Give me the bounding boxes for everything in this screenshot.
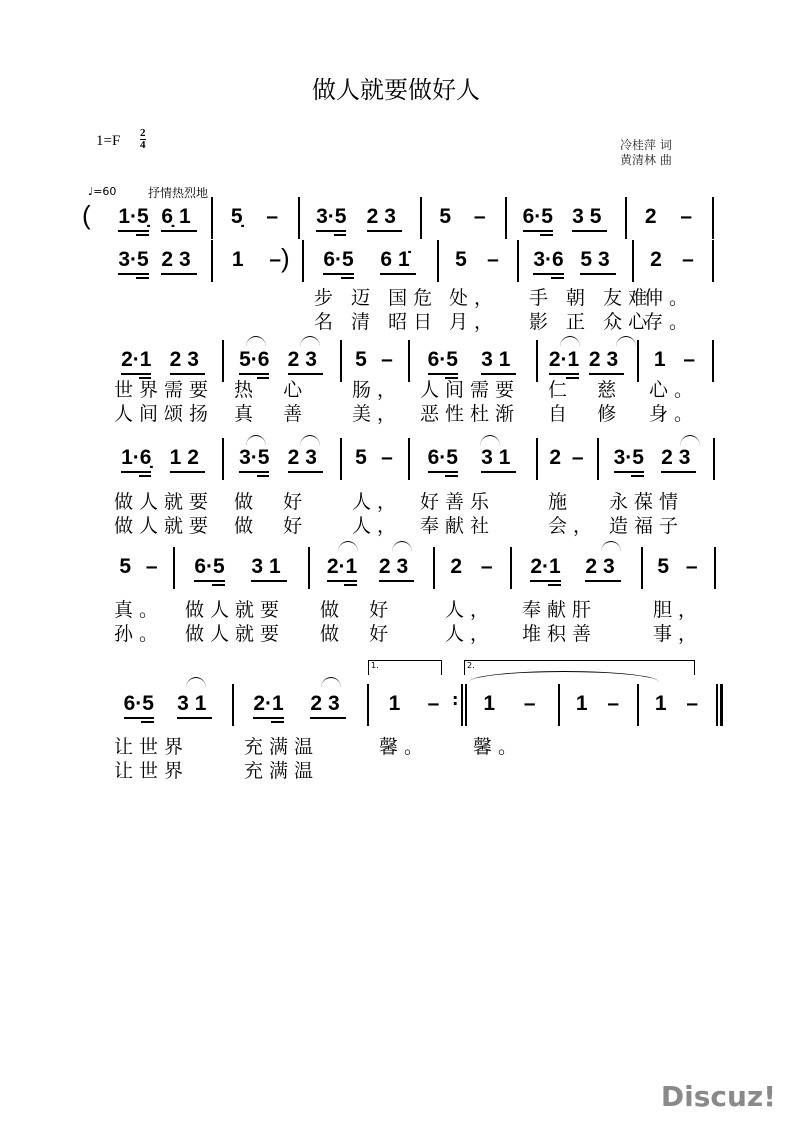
lyric-verse-1: 做人就要: [185, 599, 286, 621]
measure: [348, 348, 400, 373]
measure: [640, 248, 704, 273]
bar-line: [517, 240, 519, 282]
measure: [112, 248, 203, 275]
note-group: 1: [483, 692, 496, 715]
bar-line: [461, 684, 463, 726]
note-group: 23: [288, 446, 323, 473]
note-group: 2·1: [549, 348, 579, 375]
measure: [112, 555, 165, 580]
bar-line: [712, 197, 714, 239]
note-group: 3·5: [239, 446, 269, 473]
lyric-verse-2: 做 好: [320, 623, 395, 645]
lyric-verse-2: 事，: [653, 623, 704, 645]
lyric-verse-1: 心。: [649, 379, 700, 401]
bar-line: [408, 340, 410, 382]
bar-line: [211, 197, 213, 239]
lyric-verse-1: 馨。: [379, 736, 430, 758]
measure: [112, 205, 203, 232]
lyric-verse-1: 胆，: [653, 599, 704, 621]
note-group: 1·5̣: [118, 205, 148, 232]
note-group: 23: [367, 205, 402, 232]
note-group: –: [145, 555, 158, 578]
lyric-verse-2: 恶性杜渐: [420, 403, 521, 425]
bar-line: [714, 547, 716, 589]
note-group: 61̇: [380, 248, 415, 275]
lyric-verse-2: 人，: [445, 623, 496, 645]
lyric-verse-2: 月，: [449, 311, 500, 333]
lyric-verse-1: 做 好: [320, 599, 395, 621]
bar-line: [716, 684, 718, 726]
lyric-verse-2: 做人就要: [114, 515, 215, 537]
note-group: 31: [481, 446, 516, 473]
bar-line: [222, 340, 224, 382]
note-group: –: [685, 555, 698, 578]
lyric-verse-2: 堆积善: [522, 623, 598, 645]
measure: [645, 348, 704, 373]
lyric-verse-1: 奉献肝: [522, 599, 598, 621]
measure: [316, 555, 425, 582]
slur-arc: [601, 541, 621, 552]
intro-paren-open: (: [82, 200, 91, 230]
time-signature: [140, 128, 146, 151]
measure: [310, 248, 429, 275]
measure: [112, 692, 224, 719]
slur-arc: [680, 435, 700, 446]
note-group: 2: [549, 446, 562, 469]
lyric-verse-1: 真。: [114, 599, 165, 621]
measure: [441, 555, 502, 580]
lyric-verse-2: 美，: [352, 403, 403, 425]
lyric-verse-2: 做人就要: [185, 623, 286, 645]
measure: [445, 248, 509, 273]
note-group: 3·6: [533, 248, 563, 275]
note-group: 23: [585, 555, 620, 582]
lyric-verse-2: 会，: [548, 515, 599, 537]
watermark: Discuz!: [660, 1080, 776, 1113]
note-group: 5: [455, 248, 467, 271]
note-group: 2·1: [530, 555, 560, 582]
note-group: 31: [251, 555, 286, 582]
measure: [230, 348, 332, 375]
lyric-verse-1: 充满温: [244, 736, 320, 758]
note-group: 2: [650, 248, 662, 271]
slur-arc: [616, 336, 636, 347]
note-group: 1: [575, 692, 588, 715]
bar-line: [408, 438, 410, 480]
note-group: 23: [170, 348, 205, 375]
note-group: 1: [231, 248, 244, 271]
note-group: –: [682, 248, 694, 271]
bar-line: [437, 240, 439, 282]
note-group: 5: [119, 555, 132, 578]
lyric-verse-2: 让世界: [114, 760, 190, 782]
measure: [230, 446, 332, 473]
note-group: 5̣: [230, 205, 243, 228]
bar-line: [712, 340, 714, 382]
note-group: 31: [481, 348, 516, 375]
bar-line: [211, 240, 213, 282]
lyric-verse-1: 人，: [352, 491, 403, 513]
note-group: –: [686, 692, 699, 715]
lyric-verse-2: 做 好: [234, 515, 309, 537]
lyric-verse-1: 伸。: [644, 287, 695, 309]
bar-line: [465, 684, 467, 726]
slur-arc: [560, 336, 580, 347]
note-group: 1: [388, 692, 401, 715]
bar-line: [558, 684, 560, 726]
lyric-verse-1: 仁 慈: [548, 379, 623, 401]
lyric-verse-2: 孙。: [114, 623, 165, 645]
bar-line: [597, 438, 599, 480]
slur-arc: [246, 435, 266, 446]
note-group: 5·6: [239, 348, 269, 375]
slur-arc: [186, 677, 206, 688]
lyric-verse-1: 人间需要: [420, 379, 521, 401]
lyric-verse-2: 影 正 众心: [529, 311, 654, 333]
note-group: 1: [653, 348, 666, 371]
note-group: 6·5: [323, 248, 353, 275]
lyric-verse-2: 名 清 昭日: [314, 311, 439, 333]
bar-line: [308, 547, 310, 589]
note-group: 5: [439, 205, 452, 228]
bar-line: [637, 684, 639, 726]
bar-line: [433, 547, 435, 589]
bar-line: [340, 340, 342, 382]
note-group: –: [381, 446, 393, 469]
note-group: 2·1: [253, 692, 283, 719]
lyric-verse-1: 人，: [445, 599, 496, 621]
slur-arc: [300, 435, 320, 446]
measure: [416, 446, 528, 473]
composer: 黄清林 曲: [620, 153, 672, 167]
bar-line: [222, 438, 224, 480]
bar-line: [712, 240, 714, 282]
note-group: 6̣1: [161, 205, 196, 232]
lyric-verse-1: 手 朝 友难: [529, 287, 654, 309]
note-group: 5: [355, 348, 367, 371]
lyric-verse-2: 真 善: [234, 403, 309, 425]
note-group: –: [571, 446, 584, 469]
note-group: –: [381, 348, 393, 371]
lyric-verse-2: 存。: [644, 311, 695, 333]
note-group: –: [523, 692, 536, 715]
volta-second: 2.: [464, 660, 695, 675]
lyric-verse-1: 让世界: [114, 736, 190, 758]
note-group: 3·5: [118, 248, 148, 275]
note-group: 1: [654, 692, 667, 715]
bar-line: [720, 684, 723, 726]
note-group: –: [487, 248, 499, 271]
expression-marking: 抒情热烈地: [148, 186, 209, 200]
measure: [544, 348, 629, 375]
measure: [219, 205, 290, 230]
note-group: 23: [661, 446, 696, 473]
slur-arc: [246, 336, 266, 347]
note-group: –: [473, 205, 486, 228]
lyric-verse-1: 做 好: [234, 491, 309, 513]
note-group: 6·5: [428, 446, 458, 473]
note-group: 3·5: [614, 446, 644, 473]
measure: [428, 205, 497, 230]
lyric-verse-2: 身。: [649, 403, 700, 425]
measure: [112, 446, 214, 473]
note-group: 23: [310, 692, 345, 719]
note-group: 35: [572, 205, 607, 232]
note-group: 23: [161, 248, 196, 275]
note-group: 5: [355, 446, 367, 469]
lyric-verse-1: 好善乐: [420, 491, 496, 513]
lyric-verse-1: 馨。: [473, 736, 524, 758]
lyric-verse-1: 步 迈 国危: [314, 287, 439, 309]
measure: [240, 692, 359, 719]
lyric-verse-1: 世界需要: [114, 379, 215, 401]
note-group: 2·1: [327, 555, 357, 582]
slur-arc: [480, 435, 500, 446]
bar-line: [632, 240, 634, 282]
measure: [306, 205, 412, 232]
note-group: 2: [644, 205, 657, 228]
measure: [348, 446, 400, 471]
bar-line: [536, 340, 538, 382]
measure: [645, 692, 708, 717]
slur-arc: [338, 541, 358, 552]
note-group: –: [480, 555, 493, 578]
measure: [605, 446, 705, 473]
bar-line: [536, 438, 538, 480]
note-group: –: [266, 205, 279, 228]
measure: [219, 248, 294, 273]
slur-arc: [392, 541, 412, 552]
repeat-sign: :: [452, 690, 459, 709]
bar-line: [232, 684, 234, 726]
note-group: 53: [580, 248, 615, 275]
note-group: 6·5: [124, 692, 154, 719]
note-group: 6·5: [523, 205, 553, 232]
bar-line: [420, 197, 422, 239]
lyric-verse-2: 自 修: [548, 403, 623, 425]
bar-line: [510, 547, 512, 589]
bar-line: [637, 340, 639, 382]
bar-line: [173, 547, 175, 589]
note-group: 2: [450, 555, 463, 578]
lyric-verse-1: 处，: [449, 287, 500, 309]
bar-line: [302, 240, 304, 282]
lyric-verse-2: 奉献社: [420, 515, 496, 537]
meter-bottom: 4: [140, 139, 146, 151]
note-group: 23: [589, 348, 624, 375]
measure: [181, 555, 300, 582]
tempo-marking: ♩=60: [88, 185, 117, 198]
lyric-verse-2: 造福子: [609, 515, 685, 537]
note-group: 23: [379, 555, 414, 582]
slur-arc: [321, 677, 341, 688]
measure: [649, 555, 706, 580]
note-group: –: [607, 692, 620, 715]
note-group: 6·5: [194, 555, 224, 582]
note-group: –: [680, 205, 693, 228]
lyric-verse-2: 充满温: [244, 760, 320, 782]
measure: [416, 348, 528, 375]
bar-line: [713, 438, 715, 480]
measure: [566, 692, 629, 717]
lyric-verse-1: 热 心: [234, 379, 309, 401]
note-group: –: [683, 348, 696, 371]
song-title: 做人就要做好人: [312, 76, 480, 104]
note-group: 23: [288, 348, 323, 375]
bar-line: [641, 547, 643, 589]
lyric-verse-1: 施: [548, 491, 574, 513]
measure: [525, 248, 624, 275]
note-group: 5: [657, 555, 670, 578]
intro-paren-close: ): [281, 243, 290, 273]
bar-line: [298, 197, 300, 239]
lyric-verse-1: 做人就要: [114, 491, 215, 513]
slur-arc: [300, 336, 320, 347]
measure: [112, 348, 214, 375]
measure: [375, 692, 453, 717]
measure: [513, 205, 617, 232]
volta-first: 1.: [368, 660, 442, 675]
key-signature: 1=F: [96, 133, 121, 149]
credits: [620, 138, 672, 168]
note-group: 2·1: [121, 348, 151, 375]
note-group: 1·6̣: [121, 446, 151, 473]
note-group: –: [269, 248, 282, 271]
note-group: –: [427, 692, 440, 715]
measure: [469, 692, 550, 717]
lyric-verse-1: 永葆情: [609, 491, 685, 513]
lyric-verse-2: 人间颂扬: [114, 403, 215, 425]
bar-line: [625, 197, 627, 239]
note-group: 3·5: [316, 205, 346, 232]
note-group: 31: [177, 692, 212, 719]
note-group: 6·5: [428, 348, 458, 375]
meter-top: 2: [140, 127, 146, 139]
measure: [633, 205, 704, 230]
bar-line: [367, 684, 369, 726]
note-group: 12: [170, 446, 205, 473]
bar-line: [505, 197, 507, 239]
lyric-verse-1: 肠，: [352, 379, 403, 401]
lyric-verse-2: 人，: [352, 515, 403, 537]
measure: [518, 555, 633, 582]
lyricist: 冷桂萍 词: [620, 138, 672, 152]
measure: [544, 446, 589, 471]
bar-line: [340, 438, 342, 480]
